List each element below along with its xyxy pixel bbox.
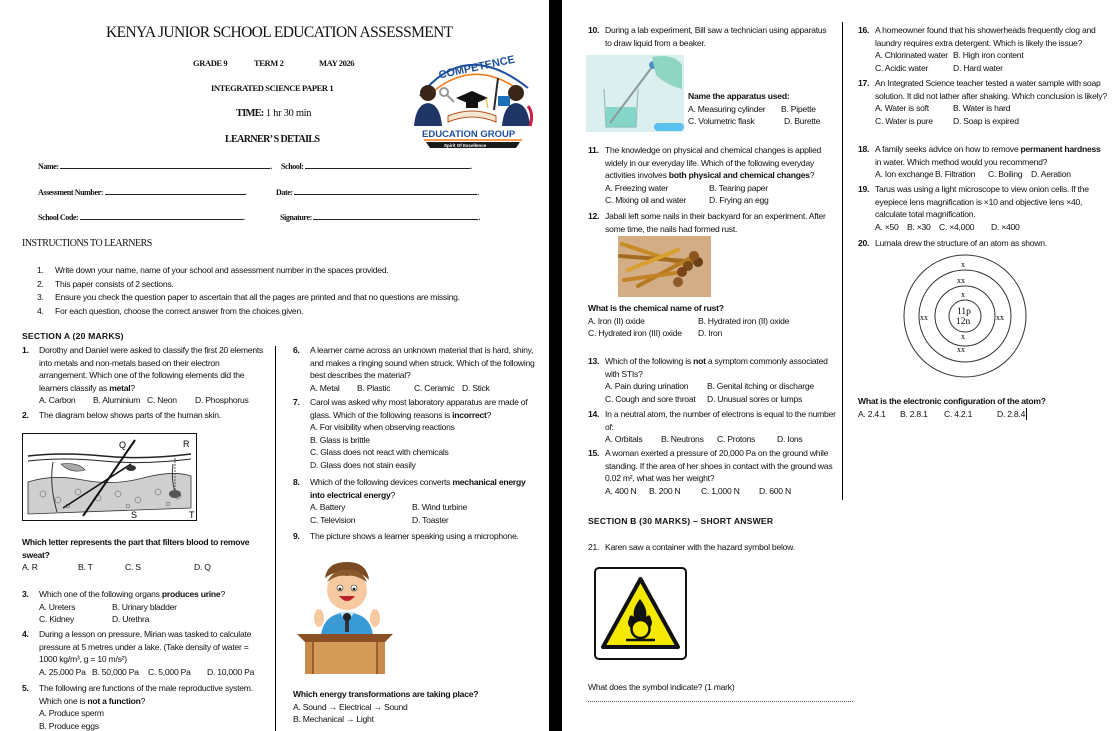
exam-page-right bbox=[562, 0, 1112, 731]
option-a[interactable]: A. Battery bbox=[310, 502, 346, 513]
option-d[interactable]: D. Burette bbox=[784, 116, 821, 127]
section-b-title: SECTION B (30 MARKS) – SHORT ANSWER bbox=[588, 516, 774, 526]
question-12: 12. Jabali left some nails in their backyard for an experiment. After some time, the nails had formed rust. bbox=[588, 210, 838, 235]
question-text: Which of the following devices converts mechanical energy into electrical energy? bbox=[310, 477, 526, 500]
question-18: 18. A family seeks advice on how to remove permanent hardness in water. Which method would you recommend? A. Ion exchange B. Filtration C. Boiling D. Aeration bbox=[858, 143, 1108, 181]
question-16: 16. A homeowner found that his showerheads frequently clog and laundry requires extra detergent. Which is likely the issue? A. Chlorinated water B. High iron content C. Acidic water D. Hard water bbox=[858, 24, 1108, 74]
term-label: TERM 2 bbox=[254, 58, 284, 68]
question-text: Tarus was using a light microscope to view onion cells. If the eyepiece lens magnification is ×10 and objective lens ×40, calculate total magnification. bbox=[875, 184, 1089, 220]
instruction-item: 3. Ensure you check the question paper to ascertain that all the pages are printed and that no questions are missing. bbox=[37, 292, 460, 302]
pipette-icon bbox=[586, 55, 684, 132]
question-17: 17. An Integrated Science teacher tested a water sample with soap solution. It did not lather after shaking. Which conclusion is likely? A. Water is soft B. Water is hard C. Water is pure D. Soap is expired bbox=[858, 78, 1107, 126]
option-b[interactable]: B. Tearing paper bbox=[709, 182, 768, 193]
question-21: 21. Karen saw a container with the hazard symbol below. bbox=[588, 541, 868, 554]
option-d[interactable]: D. Glass does not stain easily bbox=[310, 459, 416, 470]
option-d[interactable]: D. ×400 bbox=[991, 221, 1020, 232]
option-c[interactable]: C. 4.2.1 bbox=[944, 408, 973, 419]
option-a[interactable]: A. Metal bbox=[310, 382, 340, 393]
name-input-line[interactable] bbox=[60, 161, 270, 169]
option-b[interactable]: B. Water is hard bbox=[953, 103, 1011, 114]
svg-text:Spirit Of Excellence: Spirit Of Excellence bbox=[444, 143, 487, 148]
question-5: 5. The following are functions of the male reproductive system. Which one is not a function? A. Produce sperm B. Produce eggs bbox=[22, 682, 267, 731]
option-d[interactable]: D. Iron bbox=[698, 328, 723, 339]
question-14: 14. In a neutral atom, the number of electrons is equal to the number of: A. Orbitals B. Neutrons C. Protons D. Ions bbox=[588, 408, 838, 446]
option-a[interactable]: A. R bbox=[22, 562, 38, 573]
question-text: Jabali left some nails in their backyard for an experiment. After some time, the nails had formed rust. bbox=[605, 211, 826, 234]
question-1: 1. Dorothy and Daniel were asked to classify the first 20 elements into metals and non-metals based on their electron arrangement. Which one of the following elements did the learners classify as metal? A. Carbon B. Aluminium C. Neon D. Phosphorus bbox=[22, 344, 267, 407]
option-a[interactable]: A. 25,000 Pa bbox=[39, 666, 86, 677]
school-field[interactable]: School: . bbox=[281, 162, 472, 171]
signature-input-line[interactable] bbox=[313, 212, 478, 220]
option-d[interactable]: D. Aeration bbox=[1031, 169, 1071, 180]
question-15: 15. A woman exerted a pressure of 20,000 Pa on the ground while standing. If the area of her shoes in contact with the ground was 0.02 m², what was her weight? A. 400 N B. 200 N C. 1,000 N D. 600 N bbox=[588, 447, 838, 497]
question-text: A homeowner found that his showerheads frequently clog and laundry requires extra detergent. Which is likely the issue? bbox=[875, 25, 1096, 48]
option-c[interactable]: C. Cough and sore throat bbox=[605, 393, 696, 404]
question-text: A family seeks advice on how to remove permanent hardness in water. Which method would you recommend? bbox=[875, 144, 1101, 167]
question-subtext: Which one is not a function? bbox=[39, 695, 146, 706]
school-code-label: School Code: bbox=[38, 213, 79, 222]
skin-diagram-icon bbox=[23, 434, 196, 520]
instruction-item: 1. Write down your name, name of your school and assessment number in the spaces provided. bbox=[37, 265, 389, 275]
option-b[interactable]: B. Neutrons bbox=[661, 434, 704, 445]
option-b[interactable]: B. Wind turbine bbox=[412, 502, 468, 513]
question-text: During a lab experiment, Bill saw a technician using apparatus to draw liquid from a beaker. bbox=[605, 25, 827, 48]
option-b[interactable]: B. T bbox=[78, 562, 93, 573]
pipette-beaker-image bbox=[586, 55, 684, 132]
grade-label: GRADE 9 bbox=[193, 58, 228, 68]
date-field[interactable]: Date: . bbox=[276, 188, 479, 197]
paper-title: INTEGRATED SCIENCE PAPER 1 bbox=[211, 83, 334, 93]
speaker-illustration-icon bbox=[295, 556, 395, 674]
time-value: 1 hr 30 min bbox=[265, 108, 312, 119]
option-c[interactable]: C. 5,000 Pa bbox=[148, 666, 191, 677]
option-c[interactable]: C. Hydrated iron (III) oxide bbox=[588, 328, 682, 339]
atom-shells-icon bbox=[902, 254, 1028, 380]
option-a[interactable]: A. ×50 bbox=[875, 221, 899, 232]
rusty-nails-icon bbox=[618, 236, 711, 297]
option-a[interactable]: A. Ion exchange bbox=[875, 169, 934, 180]
column-divider bbox=[842, 22, 843, 500]
question-8: 8. Which of the following devices converts mechanical energy into electrical energy? A. Battery B. Wind turbine C. Television D. Toaster bbox=[293, 476, 538, 526]
option-d[interactable]: D. 600 N bbox=[759, 485, 791, 496]
svg-text:xx: xx bbox=[920, 313, 928, 322]
option-b[interactable]: B. Hydrated iron (II) oxide bbox=[698, 315, 790, 326]
instructions-title: INSTRUCTIONS TO LEARNERS bbox=[22, 238, 152, 249]
school-input-line[interactable] bbox=[305, 161, 470, 169]
svg-text:T: T bbox=[189, 510, 195, 520]
svg-text:x: x bbox=[961, 332, 965, 341]
option-d[interactable]: D. Soap is expired bbox=[953, 115, 1019, 126]
option-c[interactable]: C. Acidic water bbox=[875, 62, 929, 73]
option-d[interactable]: D. Stick bbox=[462, 382, 490, 393]
answer-line[interactable] bbox=[588, 701, 853, 702]
option-b[interactable]: B. High iron content bbox=[953, 50, 1024, 61]
question-4: 4. During a lesson on pressure, Mirian was tasked to calculate pressure at 5 metres under a lake. (Take density of water = 1000 kg/m³, g = 10 m/s²) A. 25,000 Pa B. 50,000 Pa C. 5,000 Pa D. 10,000 Pa bbox=[22, 628, 267, 678]
question-7: 7. Carol was asked why most laboratory apparatus are made of glass. Which of the following reasons is incorrect? A. For visibility when observing reactions B. Glass is brittle C. Glass does not react with chemicals D. Glass does not stain easily bbox=[293, 396, 538, 472]
school-code-field[interactable]: School Code: . bbox=[38, 213, 245, 222]
question-12-prompt: What is the chemical name of rust? A. Iron (II) oxide B. Hydrated iron (II) oxide C. Hydrated iron (III) oxide D. Iron bbox=[588, 303, 790, 339]
option-a[interactable]: A. Water is soft bbox=[875, 103, 929, 114]
option-c[interactable]: C. Kidney bbox=[39, 614, 75, 625]
question-text: Lumala drew the structure of an atom as shown. bbox=[875, 238, 1047, 248]
svg-text:S: S bbox=[131, 510, 138, 520]
school-code-input-line[interactable] bbox=[80, 212, 243, 220]
oxidizer-warning-icon bbox=[596, 569, 685, 658]
question-text: A learner came across an unknown material that is hard, shiny, and makes a ringing sound when struck. Which of the following best describes the material? bbox=[310, 345, 535, 381]
assessment-number-field[interactable]: Assessment Number: . bbox=[38, 188, 247, 197]
atom-structure-diagram bbox=[902, 254, 1028, 380]
options bbox=[22, 394, 267, 407]
option-b[interactable]: B. Produce eggs bbox=[39, 720, 99, 731]
time-row bbox=[236, 108, 311, 119]
svg-text:x: x bbox=[961, 260, 965, 269]
question-19: 19. Tarus was using a light microscope to view onion cells. If the eyepiece lens magnification is ×10 and objective lens ×40, calculate total magnification. A. ×50 B. ×30 C. ×4,000 D. ×400 bbox=[858, 183, 1108, 233]
question-20-prompt: What is the electronic configuration of the atom? A. 2.4.1 B. 2.8.1 C. 4.2.1 D. 2.8.4 bbox=[858, 396, 1046, 419]
competence-education-group-logo bbox=[410, 48, 535, 148]
option-d[interactable]: D. 10,000 Pa bbox=[207, 666, 255, 677]
svg-text:Q: Q bbox=[119, 440, 127, 450]
option-c[interactable]: C. Glass does not react with chemicals bbox=[310, 447, 449, 458]
option-b[interactable]: B. Plastic bbox=[357, 382, 391, 393]
question-text: During a lesson on pressure, Mirian was tasked to calculate pressure at 5 metres under a lake. (Take density of water = 1000 kg/m³, g = 10 m/s²) bbox=[39, 629, 252, 665]
option-b[interactable]: B. 2.8.1 bbox=[900, 408, 928, 419]
instructions-list bbox=[37, 264, 537, 318]
svg-text:12n: 12n bbox=[956, 317, 971, 327]
assessment-number-label: Assessment Number: bbox=[38, 188, 104, 197]
rusty-nails-image bbox=[618, 236, 711, 297]
option-d[interactable]: D. Ions bbox=[777, 434, 803, 445]
question-21-prompt: What does the symbol indicate? (1 mark) bbox=[588, 682, 735, 692]
option-d[interactable]: D. Q bbox=[194, 562, 211, 573]
oxidizing-hazard-symbol bbox=[594, 567, 687, 660]
option-c[interactable]: C. Neon bbox=[147, 395, 177, 406]
svg-text:COMPETENCE: COMPETENCE bbox=[437, 53, 517, 82]
question-text: Karen saw a container with the hazard symbol below. bbox=[605, 542, 795, 552]
name-label: Name: bbox=[38, 162, 59, 171]
option-b[interactable]: B. 200 N bbox=[649, 485, 681, 496]
option-b[interactable]: B. Filtration bbox=[935, 169, 976, 180]
question-text: An Integrated Science teacher tested a water sample with soap solution. It did not lather after shaking. Which conclusion is likely? bbox=[875, 78, 1107, 101]
question-text: The picture shows a learner speaking using a microphone. bbox=[310, 531, 519, 541]
option-d[interactable]: D. Urethra bbox=[112, 614, 150, 625]
option-b[interactable]: B. Aluminium bbox=[93, 395, 141, 406]
name-field[interactable]: Name: . bbox=[38, 162, 272, 171]
question-text: Which one of the following organs produces urine? bbox=[39, 589, 225, 599]
question-text: The following are functions of the male reproductive system. bbox=[39, 683, 253, 693]
svg-text:11p: 11p bbox=[957, 307, 971, 317]
option-a[interactable]: A. Carbon bbox=[39, 395, 76, 406]
date-input-line[interactable] bbox=[294, 187, 477, 195]
option-c[interactable]: C. S bbox=[125, 562, 141, 573]
options bbox=[22, 561, 267, 574]
signature-label: Signature: bbox=[280, 213, 312, 222]
option-c[interactable]: C. Boiling bbox=[988, 169, 1023, 180]
option-a[interactable]: A. Measuring cylinder bbox=[688, 103, 766, 114]
option-a[interactable]: A. 2.4.1 bbox=[858, 408, 886, 419]
option-c[interactable]: C. Television bbox=[310, 514, 356, 525]
option-b[interactable]: B. ×30 bbox=[907, 221, 931, 232]
question-2-prompt: Which letter represents the part that filters blood to remove sweat? A. R B. T C. S D. Q bbox=[22, 536, 267, 574]
question-text: Carol was asked why most laboratory apparatus are made of glass. Which of the following reasons is incorrect? bbox=[310, 397, 528, 420]
question-text: Dorothy and Daniel were asked to classify the first 20 elements into metals and non-metals based on their electron arrangement. Which one of the following elements did the learners classify as metal? bbox=[39, 345, 264, 393]
option-b[interactable]: B. 50,000 Pa bbox=[92, 666, 139, 677]
date-field-label: Date: bbox=[276, 188, 293, 197]
option-b[interactable]: B. Genital itching or discharge bbox=[707, 381, 814, 392]
option-d[interactable]: D. Toaster bbox=[412, 514, 449, 525]
question-3: 3. Which one of the following organs produces urine? A. Ureters B. Urinary bladder C. Kidney D. Urethra bbox=[22, 588, 267, 626]
option-a[interactable]: A. 400 N bbox=[605, 485, 637, 496]
exam-title: KENYA JUNIOR SCHOOL EDUCATION ASSESSMENT bbox=[106, 24, 453, 41]
assessment-number-input-line[interactable] bbox=[105, 187, 245, 195]
signature-field[interactable]: Signature: . bbox=[280, 213, 481, 222]
question-6: 6. A learner came across an unknown material that is hard, shiny, and makes a ringing sound when struck. Which of the following best describes the material? A. Metal B. Plastic C. Ceramic D. Stick bbox=[293, 344, 538, 394]
option-b[interactable]: B. Glass is brittle bbox=[310, 434, 370, 445]
question-10-prompt: Name the apparatus used: A. Measuring cylinder B. Pipette C. Volumetric flask D. Burette bbox=[688, 91, 821, 127]
option-b[interactable]: B. Mechanical → Light bbox=[293, 714, 374, 725]
question-10: 10. During a lab experiment, Bill saw a technician using apparatus to draw liquid from a beaker. bbox=[588, 24, 833, 49]
instruction-item: 2. This paper consists of 2 sections. bbox=[37, 278, 174, 289]
option-c[interactable]: C. Volumetric flask bbox=[688, 116, 755, 127]
column-divider bbox=[275, 346, 276, 731]
question-11: 11. The knowledge on physical and chemical changes is applied widely in our everyday life. Which of the following everyday activities involves both physical and chemical changes? A. Freezing water B. Tearing paper C. Mixing oil and water D. Frying an egg bbox=[588, 144, 838, 207]
option-a[interactable]: A. Produce sperm bbox=[39, 708, 104, 719]
exam-page-left bbox=[0, 0, 549, 731]
section-a-title: SECTION A (20 MARKS) bbox=[22, 331, 124, 341]
option-d[interactable]: D. 2.8.4 bbox=[997, 408, 1026, 419]
question-text: In a neutral atom, the number of electrons is equal to the number of: bbox=[605, 409, 836, 432]
option-a[interactable]: A. Iron (II) oxide bbox=[588, 315, 645, 326]
option-d[interactable]: D. Unusual sores or lumps bbox=[707, 393, 803, 404]
option-b[interactable]: B. Pipette bbox=[781, 103, 816, 114]
option-a[interactable]: A. Ureters bbox=[39, 601, 76, 612]
time-label: TIME: bbox=[236, 108, 264, 119]
option-a[interactable]: A. Sound → Electrical → Sound bbox=[293, 701, 408, 712]
instruction-item: 4. For each question, choose the correct answer from the choices given. bbox=[37, 305, 304, 316]
human-skin-diagram bbox=[22, 433, 197, 521]
question-13: 13. Which of the following is not a symptom commonly associated with STIs? A. Pain during urination B. Genital itching or discharge C. Cough and sore throat D. Unusual sores or lumps bbox=[588, 355, 838, 405]
logo-graphic-icon bbox=[410, 48, 535, 148]
question-2: 2. The diagram below shows parts of the human skin. bbox=[22, 409, 267, 422]
question-9: 9. The picture shows a learner speaking using a microphone. bbox=[293, 530, 538, 543]
svg-text:R: R bbox=[183, 439, 190, 449]
svg-text:EDUCATION GROUP: EDUCATION GROUP bbox=[422, 129, 516, 140]
svg-text:xx: xx bbox=[957, 276, 965, 285]
svg-text:xx: xx bbox=[957, 345, 965, 354]
svg-text:x: x bbox=[961, 290, 965, 299]
option-a[interactable]: A. Chlorinated water bbox=[875, 50, 948, 61]
option-c[interactable]: C. 1,000 N bbox=[701, 485, 740, 496]
option-a[interactable]: A. Pain during urination bbox=[605, 381, 689, 392]
school-label: School: bbox=[281, 162, 304, 171]
option-a[interactable]: A. For visibility when observing reactions bbox=[310, 422, 455, 433]
svg-text:xx: xx bbox=[996, 313, 1004, 322]
option-c[interactable]: C. Mixing oil and water bbox=[605, 195, 687, 206]
question-text: Which of the following is not a symptom commonly associated with STIs? bbox=[605, 356, 828, 379]
option-d[interactable]: D. Hard water bbox=[953, 62, 1003, 73]
option-d[interactable]: D. Frying an egg bbox=[709, 195, 769, 206]
option-c[interactable]: C. ×4,000 bbox=[939, 221, 975, 232]
option-c[interactable]: C. Protons bbox=[717, 434, 756, 445]
option-c[interactable]: C. Water is pure bbox=[875, 115, 933, 126]
question-text: The diagram below shows parts of the human skin. bbox=[39, 410, 221, 420]
learner-with-microphone-image bbox=[295, 556, 395, 674]
question-text: A woman exerted a pressure of 20,000 Pa on the ground while standing. If the area of her shoes in contact with the ground was 0.02 m², what was her weight? bbox=[605, 448, 833, 484]
option-c[interactable]: C. Ceramic bbox=[414, 382, 455, 393]
option-a[interactable]: A. Freezing water bbox=[605, 182, 669, 193]
question-20: 20. Lumala drew the structure of an atom as shown. bbox=[858, 237, 1108, 250]
question-text: The knowledge on physical and chemical changes is applied widely in our everyday life. Which of the following everyday activities involves both physical and chemical changes? bbox=[605, 145, 822, 181]
option-d[interactable]: D. Phosphorus bbox=[195, 395, 249, 406]
date-label: MAY 2026 bbox=[319, 58, 355, 68]
option-b[interactable]: B. Urinary bladder bbox=[112, 601, 177, 612]
option-a[interactable]: A. Orbitals bbox=[605, 434, 643, 445]
learner-details-title: LEARNER’ S DETAILS bbox=[225, 134, 320, 145]
question-9-prompt: Which energy transformations are taking place? A. Sound → Electrical → Sound B. Mechanical → Light bbox=[293, 688, 538, 726]
